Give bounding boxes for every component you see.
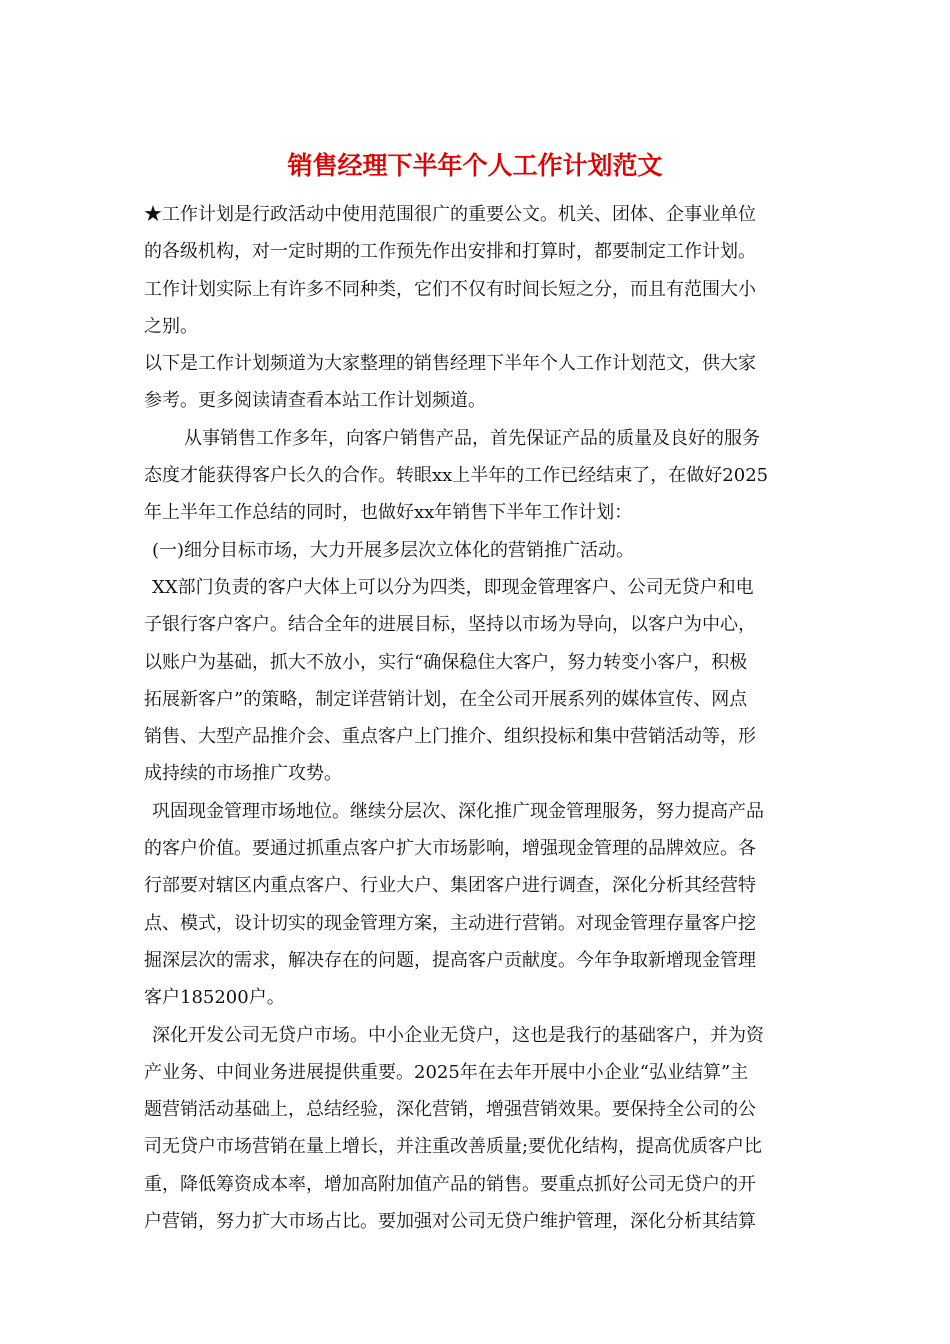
body-line: XX部门负责的客户大体上可以分为四类，即现金管理客户、公司无贷户和电 (152, 576, 754, 598)
body-line: 之别。 (144, 315, 198, 337)
body-line: 题营销活动基础上，总结经验，深化营销，增强营销效果。要保持全公司的公 (144, 1099, 756, 1121)
body-line: 成持续的市场推广攻势。 (144, 763, 342, 785)
body-line: 行部要对辖区内重点客户、行业大户、集团客户进行调查，深化分析其经营特 (144, 875, 756, 897)
document-title: 销售经理下半年个人工作计划范文 (287, 151, 663, 180)
body-line: 掘深层次的需求，解决存在的问题，提高客户贡献度。今年争取新增现金管理 (144, 949, 756, 971)
body-line: 巩固现金管理市场地位。继续分层次、深化推广现金管理服务，努力提高产品 (152, 800, 764, 822)
body-line: 子银行客户客户。结合全年的进展目标，坚持以市场为导向，以客户为中心， (144, 614, 756, 636)
body-line: 态度才能获得客户长久的合作。转眼xx上半年的工作已经结束了，在做好2025 (144, 465, 769, 487)
body-line: 拓展新客户”的策略，制定详营销计划，在全公司开展系列的媒体宣传、网点 (144, 688, 748, 710)
body-line: 工作计划实际上有许多不同种类，它们不仅有时间长短之分，而且有范围大小 (144, 278, 756, 300)
body-line: 的客户价值。要通过抓重点客户扩大市场影响，增强现金管理的品牌效应。各 (144, 838, 756, 860)
document-body (144, 196, 804, 1240)
body-line: 的各级机构，对一定时期的工作预先作出安排和打算时，都要制定工作计划。 (144, 241, 756, 263)
body-line: 司无贷户市场营销在量上增长，并注重改善质量;要优化结构，提高优质客户比 (144, 1136, 763, 1158)
body-line: 年上半年工作总结的同时，也做好xx年销售下半年工作计划： (144, 502, 633, 524)
body-line: 客户185200户。 (144, 987, 285, 1009)
body-line: 参考。更多阅读请查看本站工作计划频道。 (144, 390, 486, 412)
body-line: 以账户为基础，抓大不放小，实行“确保稳住大客户，努力转变小客户，积极 (144, 651, 748, 673)
body-line: 以下是工作计划频道为大家整理的销售经理下半年个人工作计划范文，供大家 (144, 353, 756, 375)
body-line: 重，降低筹资成本率，增加高附加值产品的销售。要重点抓好公司无贷户的开 (144, 1173, 756, 1195)
body-line: ★工作计划是行政活动中使用范围很广的重要公文。机关、团体、企事业单位 (144, 204, 756, 225)
body-line: 销售、大型产品推介会、重点客户上门推介、组织投标和集中营销活动等，形 (144, 726, 756, 748)
body-line: 从事销售工作多年，向客户销售产品，首先保证产品的质量及良好的服务 (184, 427, 760, 449)
body-line: 户营销，努力扩大市场占比。要加强对公司无贷户维护管理，深化分析其结算 (144, 1211, 756, 1233)
section-heading: (一)细分目标市场，大力开展多层次立体化的营销推广活动。 (152, 539, 635, 561)
body-line: 产业务、中间业务进展提供重要。2025年在去年开展中小企业“弘业结算”主 (144, 1061, 749, 1083)
body-line: 点、模式，设计切实的现金管理方案，主动进行营销。对现金管理存量客户挖 (144, 912, 756, 934)
body-line: 深化开发公司无贷户市场。中小企业无贷户，这也是我行的基础客户，并为资 (152, 1024, 764, 1046)
